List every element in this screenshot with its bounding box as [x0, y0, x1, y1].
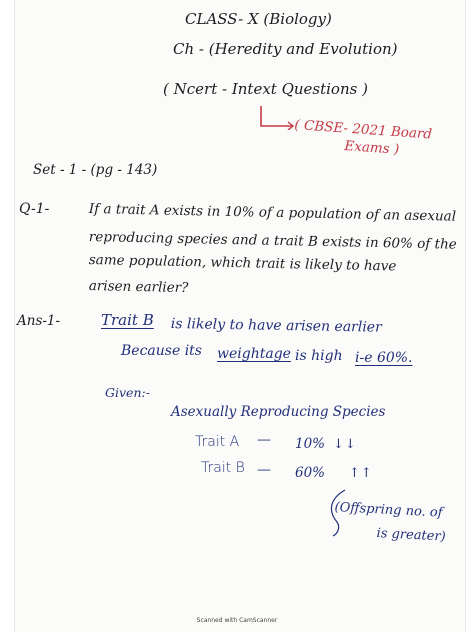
- answer-line1-rest: is likely to have arisen earlier: [170, 316, 382, 336]
- answer-line2-part3: i-e 60%.: [355, 350, 413, 366]
- trait-a-name: Trait A: [195, 434, 240, 450]
- answer-line2-part1: Because its: [121, 343, 202, 359]
- question-label: Q-1-: [19, 201, 50, 217]
- set-label: Set - 1 - (pg - 143): [33, 162, 158, 178]
- question-line: same population, which trait is likely to have: [88, 252, 397, 275]
- board-note-line1: ( CBSE- 2021 Board: [293, 117, 433, 143]
- species-heading: Asexually Reproducing Species: [171, 404, 386, 420]
- answer-label: Ans-1-: [17, 313, 61, 329]
- offspring-note-line2: is greater): [376, 526, 447, 545]
- trait-b-dash: —: [257, 462, 271, 478]
- board-note-line2: Exams ): [343, 138, 400, 158]
- chapter-title: Ch - (Heredity and Evolution): [173, 40, 398, 58]
- ncert-subtitle: ( Ncert - Intext Questions ): [163, 80, 368, 98]
- trait-b-name: Trait B: [201, 460, 245, 476]
- notebook-page: [14, 0, 466, 632]
- question-line: arisen earlier?: [88, 278, 189, 297]
- answer-line2-part2: is high: [295, 348, 343, 364]
- offspring-note-line1: (Offspring no. of: [334, 500, 443, 521]
- red-arrow-icon: [255, 104, 295, 130]
- answer-trait-b: Trait B: [101, 311, 154, 329]
- trait-a-dash: —: [257, 432, 271, 448]
- up-arrows-icon: ↑↑: [349, 466, 373, 481]
- trait-a-percent: 10%: [295, 436, 326, 452]
- question-line: If a trait A exists in 10% of a population of an asexual: [88, 201, 457, 225]
- question-line: reproducing species and a trait B exists in 60% of the: [88, 229, 457, 253]
- trait-b-percent: 60%: [295, 465, 326, 481]
- answer-weightage: weightage: [217, 346, 291, 362]
- down-arrows-icon: ↓↓: [333, 437, 357, 452]
- class-title: CLASS- X (Biology): [185, 10, 332, 28]
- scanner-watermark: Scanned with CamScanner: [196, 617, 278, 624]
- given-label: Given:-: [105, 385, 150, 400]
